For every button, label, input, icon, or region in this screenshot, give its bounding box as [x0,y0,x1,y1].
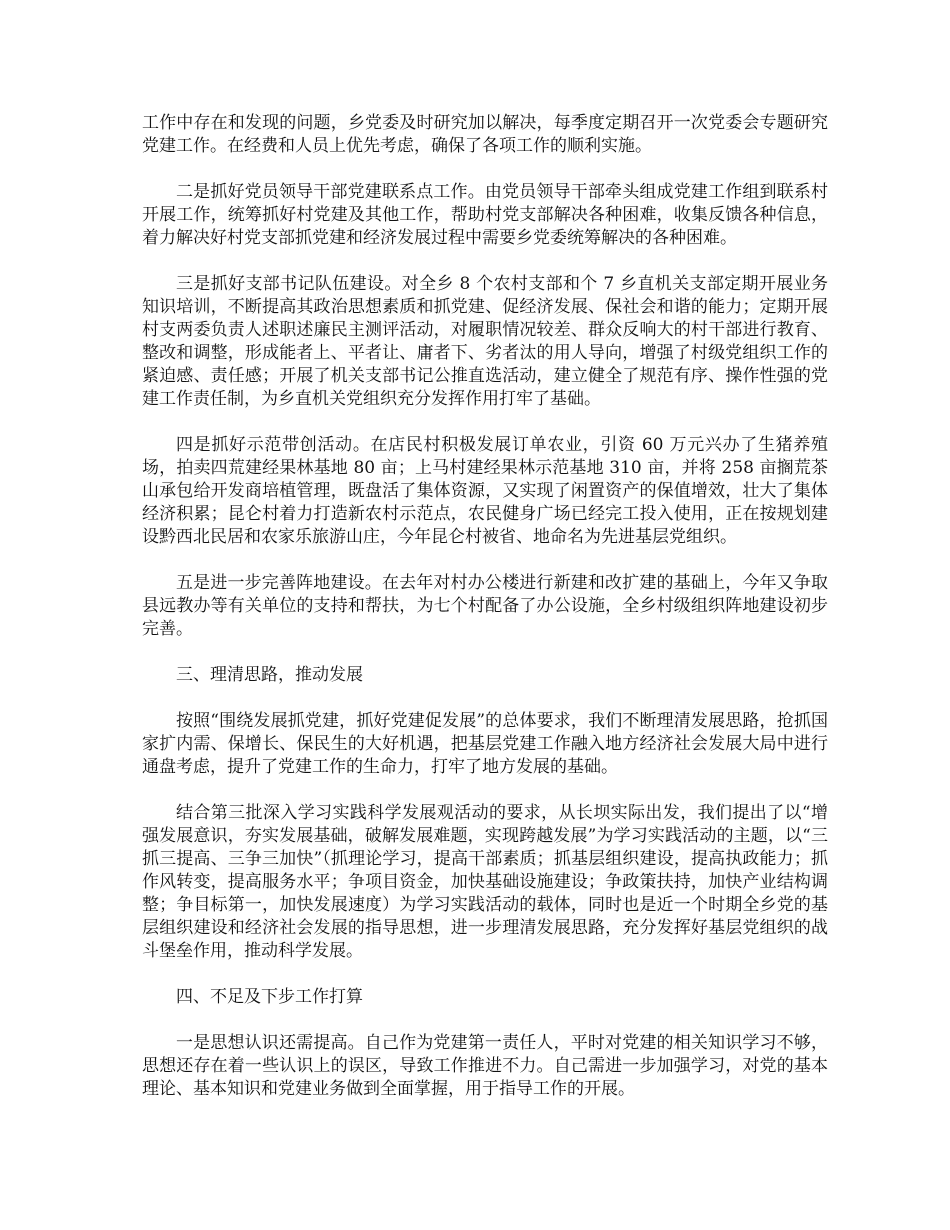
paragraph-continuation: 工作中存在和发现的问题，乡党委及时研究加以解决，每季度定期召开一次党委会专题研究党建工作。在经费和人员上优先考虑，确保了各项工作的顺利实施。 [142,113,828,156]
paragraph-thinking: 一是思想认识还需提高。自己作为党建第一责任人，平时对党建的相关知识学习不够，思想还存在着一些认识上的误区，导致工作推进不力。自己需进一步加强学习，对党的基本理论、基本知识和党建业务做到全面掌握，用于指导工作的开展。 [142,1033,828,1099]
document-page [142,112,828,1124]
paragraph-demonstration: 四是抓好示范带创活动。在店民村积极发展订单农业，引资 60 万元兴办了生猪养殖场，拍卖四荒建经果林基地 80 亩；上马村建经果林示范基地 310 亩，并将 258 亩搁荒茶山承包给开发商培植管理，既盘活了集体资源，又实现了闲置资产的保值增效，壮大了集体经济积累；昆仑村着力打造新农村示范点，农民健身广场已经完工投入使用，正在按规划建设黔西北民居和农家乐旅游山庄，今年昆仑村被省、地命名为先进基层党组织。 [142,435,828,547]
paragraph-general-requirement: 按照“围绕发展抓党建，抓好党建促发展”的总体要求，我们不断理清发展思路，抢抓国家扩内需、保增长、保民生的大好机遇，把基层党建工作融入地方经济社会发展大局中进行通盘考虑，提升了党建工作的生命力，打牢了地方发展的基础。 [142,711,828,777]
paragraph-secretary-team: 三是抓好支部书记队伍建设。对全乡 8 个农村支部和个 7 乡直机关支部定期开展业务知识培训，不断提高其政治思想素质和抓党建、促经济发展、保社会和谐的能力；定期开展村支两委负责人述职述廉民主测评活动，对履职情况较差、群众反响大的村干部进行教育、整改和调整，形成能者上、平者让、庸者下、劣者汰的用人导向，增强了村级党组织工作的紧迫感、责任感；开展了机关支部书记公推直选活动，建立健全了规范有序、操作性强的党建工作责任制，为乡直机关党组织充分发挥作用打牢了基础。 [142,274,828,409]
paragraph-liaison-points: 二是抓好党员领导干部党建联系点工作。由党员领导干部牵头组成党建工作组到联系村开展工作，统筹抓好村党建及其他工作，帮助村党支部解决各种困难，收集反馈各种信息，着力解决好村党支部抓党建和经济发展过程中需要乡党委统筹解决的各种困难。 [142,182,828,248]
paragraph-position-building: 五是进一步完善阵地建设。在去年对村办公楼进行新建和改扩建的基础上，今年又争取县远教办等有关单位的支持和帮扶，为七个村配备了办公设施，全乡村级组织阵地建设初步完善。 [142,573,828,639]
paragraph-practice-activity: 结合第三批深入学习实践科学发展观活动的要求，从长坝实际出发，我们提出了以“增强发展意识，夯实发展基础，破解发展难题，实现跨越发展”为学习实践活动的主题，以“三抓三提高、三争三加快”（抓理论学习，提高干部素质；抓基层组织建设，提高执政能力；抓作风转变，提高服务水平；争项目资金，加快基础设施建设；争政策扶持，加快产业结构调整；争目标第一，加快发展速度）为学习实践活动的载体，同时也是近一个时期全乡党的基层组织建设和经济社会发展的指导思想，进一步理清发展思路，充分发挥好基层党组织的战斗堡垒作用，推动科学发展。 [142,803,828,961]
section-heading-4: 四、不足及下步工作打算 [176,987,363,1007]
section-heading-3: 三、理清思路，推动发展 [176,665,363,685]
